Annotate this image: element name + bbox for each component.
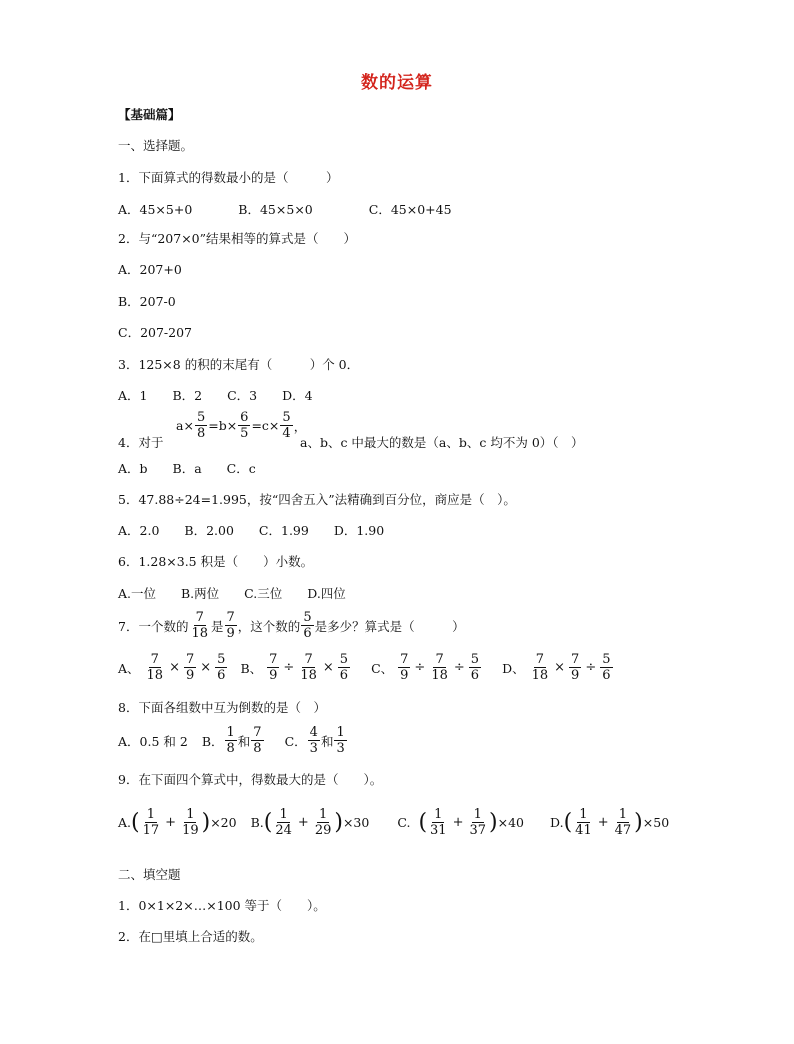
fill-q1: 1．0×1×2×…×100 等于（ ）。 bbox=[118, 898, 326, 913]
text: 5 bbox=[282, 410, 291, 425]
q1-stem: 1．下面算式的得数最小的是（ ） bbox=[118, 170, 339, 185]
text: 6 bbox=[240, 410, 249, 425]
text: 6 bbox=[339, 668, 349, 683]
q8-and: 和 bbox=[320, 733, 334, 749]
text: 7 bbox=[304, 652, 313, 667]
text: 5 bbox=[602, 652, 611, 667]
text: ( bbox=[263, 809, 273, 835]
fraction bbox=[238, 410, 250, 441]
q2-stem: 2．与“207×0”结果相等的算式是（ ） bbox=[118, 231, 357, 246]
text: 24 bbox=[275, 823, 292, 838]
fraction bbox=[334, 725, 346, 756]
text: 3 bbox=[336, 741, 345, 756]
text: 9 bbox=[226, 626, 235, 641]
text: 1 bbox=[279, 807, 288, 822]
text: 7 bbox=[535, 652, 544, 667]
q2-option-c: C．207-207 bbox=[118, 325, 193, 340]
text: 18 bbox=[531, 668, 549, 683]
part2-heading: 二、填空题 bbox=[118, 867, 181, 882]
section-basic: 【基础篇】 bbox=[118, 107, 181, 122]
text: 1 bbox=[473, 807, 482, 822]
text: ( bbox=[131, 809, 140, 835]
text: 4 bbox=[282, 426, 291, 441]
text: + bbox=[165, 815, 177, 830]
text: 8 bbox=[196, 426, 206, 441]
text: 9 bbox=[571, 668, 580, 683]
text: 5 bbox=[303, 610, 312, 625]
q7-label-d: D、 bbox=[502, 660, 525, 676]
q9-label-b: B. bbox=[250, 815, 264, 830]
q1-option-c: C．45×0+45 bbox=[368, 202, 452, 217]
op: × bbox=[322, 660, 334, 675]
text: 8 bbox=[226, 741, 235, 756]
text: 5 bbox=[196, 410, 206, 425]
text: 1 bbox=[226, 725, 235, 740]
fraction bbox=[251, 725, 263, 756]
text: 7 bbox=[253, 725, 262, 740]
page-title: 数的运算 bbox=[361, 73, 433, 93]
fraction bbox=[469, 652, 481, 683]
q9-label-d: D. bbox=[550, 815, 564, 830]
q4-formula bbox=[176, 410, 306, 441]
q3-options: A．1 B．2 C．3 D．4 bbox=[118, 388, 313, 403]
fraction bbox=[613, 807, 634, 838]
fraction bbox=[313, 807, 334, 838]
fraction bbox=[184, 652, 196, 683]
fraction bbox=[195, 410, 207, 441]
fraction bbox=[398, 652, 410, 683]
fraction bbox=[215, 652, 227, 683]
fraction bbox=[145, 652, 166, 683]
text: 31 bbox=[430, 823, 447, 838]
fraction bbox=[569, 652, 581, 683]
q7-stem bbox=[118, 610, 465, 641]
q7-label-b: B、 bbox=[240, 660, 263, 676]
text: 19 bbox=[182, 823, 199, 838]
text: ( bbox=[418, 809, 428, 835]
fraction bbox=[301, 610, 313, 641]
text: 7 bbox=[435, 652, 444, 667]
q7-text: ，这个数的 bbox=[237, 618, 301, 634]
q4-lead: 4．对于 bbox=[118, 435, 164, 450]
text: 18 bbox=[146, 668, 164, 683]
q9-mult-c: ×40 bbox=[497, 815, 525, 830]
q7-text: 是 bbox=[211, 618, 224, 634]
op: × bbox=[200, 660, 212, 675]
q8-label-c: C． bbox=[284, 733, 307, 749]
q4-formula-b: =b× bbox=[208, 418, 238, 433]
text: 7 bbox=[185, 652, 195, 667]
text: 1 bbox=[579, 807, 588, 822]
fraction bbox=[428, 807, 449, 838]
q8-stem: 8．下面各组数中互为倒数的是（ ） bbox=[118, 700, 326, 715]
text: 4 bbox=[309, 725, 318, 740]
q4-options: A．b B．a C．c bbox=[118, 461, 256, 476]
text: 8 bbox=[253, 741, 262, 756]
text: 5 bbox=[470, 652, 480, 667]
text: 41 bbox=[575, 823, 592, 838]
fraction bbox=[225, 610, 237, 641]
q4-formula-comma: ， bbox=[293, 418, 307, 434]
fraction bbox=[530, 652, 551, 683]
text: 17 bbox=[142, 823, 160, 838]
fraction bbox=[298, 652, 319, 683]
q9-label-a: A. bbox=[118, 815, 132, 830]
op: ÷ bbox=[453, 660, 465, 675]
text: 6 bbox=[217, 668, 226, 683]
fraction bbox=[141, 807, 162, 838]
q7-label-a: A、 bbox=[118, 660, 140, 676]
text: 7 bbox=[400, 652, 409, 667]
q9-label-c: C. bbox=[397, 815, 411, 830]
q9-mult-d: ×50 bbox=[642, 815, 670, 830]
fraction bbox=[467, 807, 488, 838]
q4-formula-c: =c× bbox=[251, 418, 280, 433]
text: ) bbox=[634, 809, 643, 835]
text: 6 bbox=[303, 626, 312, 641]
q2-option-b: B．207-0 bbox=[118, 294, 176, 309]
fraction bbox=[189, 610, 210, 641]
text: 29 bbox=[314, 823, 332, 838]
text: 1 bbox=[434, 807, 443, 822]
q8-options bbox=[118, 725, 348, 756]
q9-mult-a: ×20 bbox=[210, 815, 237, 830]
q7-label-c: C、 bbox=[371, 660, 394, 676]
text: 47 bbox=[614, 823, 632, 838]
q8-and: 和 bbox=[237, 733, 251, 749]
text: 1 bbox=[618, 807, 628, 822]
text: + bbox=[297, 815, 309, 830]
q3-stem: 3．125×8 的积的末尾有（ ）个 0． bbox=[118, 357, 360, 372]
text: 9 bbox=[400, 668, 409, 683]
fraction bbox=[308, 725, 320, 756]
fraction bbox=[180, 807, 201, 838]
q1-option-a: A．45×5+0 bbox=[118, 202, 193, 217]
fraction bbox=[338, 652, 350, 683]
text: ) bbox=[334, 809, 343, 835]
q4-rest: a、b、c 中最大的数是（a、b、c 均不为 0）（ ） bbox=[300, 435, 584, 450]
fill-q2: 2．在□里填上合适的数。 bbox=[118, 929, 263, 944]
text: 1 bbox=[186, 807, 195, 822]
q4-formula-a: a× bbox=[176, 418, 194, 433]
text: 6 bbox=[602, 668, 611, 683]
q9-stem: 9．在下面四个算式中，得数最大的是（ ）。 bbox=[118, 772, 383, 787]
fraction bbox=[600, 652, 612, 683]
text: + bbox=[597, 815, 609, 830]
q9-options bbox=[118, 807, 669, 838]
text: 5 bbox=[240, 426, 249, 441]
text: 7 bbox=[226, 610, 235, 625]
q7-options bbox=[118, 652, 614, 683]
text: 18 bbox=[191, 626, 208, 641]
text: 7 bbox=[195, 610, 204, 625]
fraction bbox=[280, 410, 292, 441]
q6-options: A.一位 B.两位 C.三位 D.四位 bbox=[118, 586, 346, 601]
q7-text: 是多少？算式是（ ） bbox=[314, 618, 465, 634]
q5-options: A．2.0 B．2.00 C．1.99 D．1.90 bbox=[118, 523, 385, 538]
q2-option-a: A．207+0 bbox=[118, 262, 182, 277]
text: 7 bbox=[269, 652, 278, 667]
text: 6 bbox=[470, 668, 480, 683]
text: 9 bbox=[185, 668, 195, 683]
text: 5 bbox=[217, 652, 226, 667]
q9-mult-b: ×30 bbox=[342, 815, 370, 830]
text: 1 bbox=[146, 807, 156, 822]
fraction bbox=[273, 807, 294, 838]
text: 1 bbox=[336, 725, 345, 740]
op: ÷ bbox=[585, 660, 597, 675]
text: + bbox=[452, 815, 464, 830]
text: 5 bbox=[339, 652, 349, 667]
text: 18 bbox=[300, 668, 317, 683]
text: 18 bbox=[431, 668, 448, 683]
part1-heading: 一、选择题。 bbox=[118, 138, 194, 153]
text: 7 bbox=[150, 652, 159, 667]
q6-stem: 6．1.28×3.5 积是（ ）小数。 bbox=[118, 554, 314, 569]
text: 37 bbox=[469, 823, 487, 838]
q8-label-b: B． bbox=[201, 733, 224, 749]
q1-option-b: B．45×5×0 bbox=[238, 202, 313, 217]
text: 1 bbox=[318, 807, 328, 822]
fraction bbox=[573, 807, 594, 838]
text: 3 bbox=[309, 741, 318, 756]
op: ÷ bbox=[414, 660, 426, 675]
fraction bbox=[267, 652, 279, 683]
fraction bbox=[225, 725, 237, 756]
q7-text: 7．一个数的 bbox=[118, 618, 189, 634]
op: × bbox=[554, 660, 566, 675]
op: × bbox=[169, 660, 180, 675]
text: 9 bbox=[269, 668, 278, 683]
text: 7 bbox=[571, 652, 580, 667]
q5-stem: 5．47.88÷24=1.995，按“四舍五入”法精确到百分位，商应是（ ）。 bbox=[118, 492, 516, 507]
text: ) bbox=[201, 809, 211, 835]
text: ( bbox=[563, 809, 573, 835]
q8-option-a: A．0.5 和 2 bbox=[118, 733, 188, 749]
text: ) bbox=[489, 809, 498, 835]
op: ÷ bbox=[283, 660, 295, 675]
fraction bbox=[429, 652, 450, 683]
